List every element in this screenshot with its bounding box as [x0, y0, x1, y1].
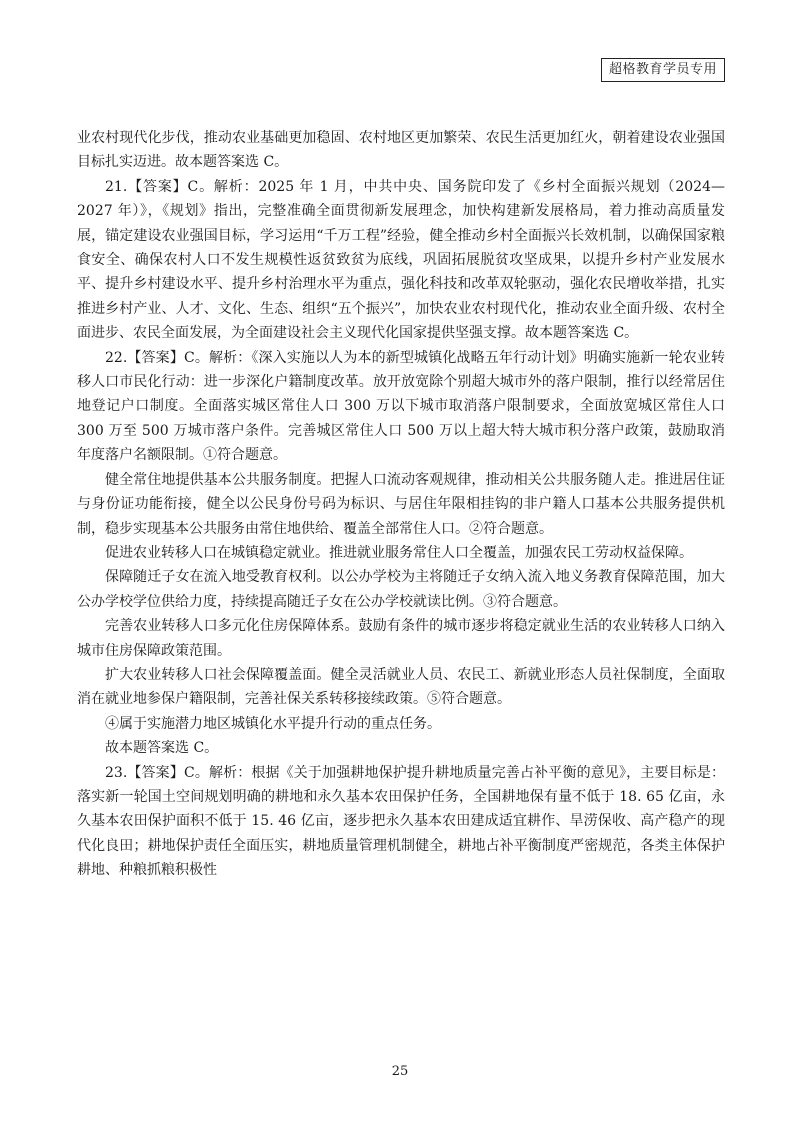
paragraph-q23-answer: 23.【答案】C。解析：根据《关于加强耕地保护提升耕地质量完善占补平衡的意见》，主要目标是：落实新一轮国土空间规划明确的耕地和永久基本农田保护任务，全国耕地保有量不低于 18. 65 亿亩，永久基本农田保护面积不低于 15. 46 亿亩，逐步把永久基本农田建成适宜耕作、旱涝保收、高产稳产的现代化良田；耕地保护责任全面压实，耕地质量管理机制健全，耕地占补平衡制度严密规范，各类主体保护耕地、种粮抓粮积极性 — [77, 764, 725, 879]
paragraph-continuation: 业农村现代化步伐，推动农业基础更加稳固、农村地区更加繁荣、农民生活更加红火，朝着建设农业强国目标扎实迈进。故本题答案选 C。 — [77, 130, 725, 171]
document-body — [77, 126, 725, 883]
document-header-label: 超格教育学员专用 — [601, 58, 725, 82]
paragraph-q22-point-housing: 完善农业转移人口多元化住房保障体系。鼓励有条件的城市逐步将稳定就业生活的农业转移人口纳入城市住房保障政策范围。 — [77, 618, 725, 659]
paragraph-q22-answer: 22.【答案】C。解析：《深入实施以人为本的新型城镇化战略五年行动计划》明确实施新一轮农业转移人口市民化行动：进一步深化户籍制度改革。放开放宽除个别超大城市外的落户限制，推行以经常居住地登记户口制度。全面落实城区常住人口 300 万以下城市取消落户限制要求，全面放宽城区常住人口 300 万至 500 万城市落户条件。完善城区常住人口 500 万以上超大特大城市积分落户政策，鼓励取消年度落户名额限制。①符合题意。 — [77, 349, 725, 464]
paragraph-q22-point-employment: 促进农业转移人口在城镇稳定就业。推进就业服务常住人口全覆盖，加强农民工劳动权益保障。 — [105, 544, 693, 561]
paragraph-q22-point-2: 健全常住地提供基本公共服务制度。把握人口流动客观规律，推动相关公共服务随人走。推进居住证与身份证功能衔接，健全以公民身份号码为标识、与居住年限相挂钩的非户籍人口基本公共服务提供机制，稳步实现基本公共服务由常住地供给、覆盖全部常住人口。②符合题意。 — [77, 471, 725, 537]
paragraph-q22-conclusion: 故本题答案选 C。 — [105, 740, 219, 757]
paragraph-q22-point-4: ④属于实施潜力地区城镇化水平提升行动的重点任务。 — [105, 715, 441, 732]
paragraph-q22-point-3: 保障随迁子女在流入地受教育权利。以公办学校为主将随迁子女纳入流入地义务教育保障范围，加大公办学校学位供给力度，持续提高随迁子女在公办学校就读比例。③符合题意。 — [77, 569, 725, 610]
paragraph-q22-point-5: 扩大农业转移人口社会保障覆盖面。健全灵活就业人员、农民工、新就业形态人员社保制度，全面取消在就业地参保户籍限制，完善社保关系转移接续政策。⑤符合题意。 — [77, 666, 725, 708]
page-number: 25 — [391, 1064, 409, 1079]
paragraph-q21-answer: 21.【答案】C。解析：2025 年 1 月，中共中央、国务院印发了《乡村全面振兴规划（2024—2027 年）》，《规划》指出，完整准确全面贯彻新发展理念，加快构建新发展格局，着力推动高质量发展，锚定建设农业强国目标，学习运用“千万工程”经验，健全推动乡村全面振兴长效机制，以确保国家粮食安全、确保农村人口不发生规模性返贫致贫为底线，巩固拓展脱贫攻坚成果，以提升乡村产业发展水平、提升乡村建设水平、提升乡村治理水平为重点，强化科技和改革双轮驱动，强化农民增收举措，扎实推进乡村产业、人才、文化、生态、组织“五个振兴”，加快农业农村现代化，推动农业全面升级、农村全面进步、农民全面发展，为全面建设社会主义现代化国家提供坚强支撑。故本题答案选 C。 — [77, 178, 725, 342]
